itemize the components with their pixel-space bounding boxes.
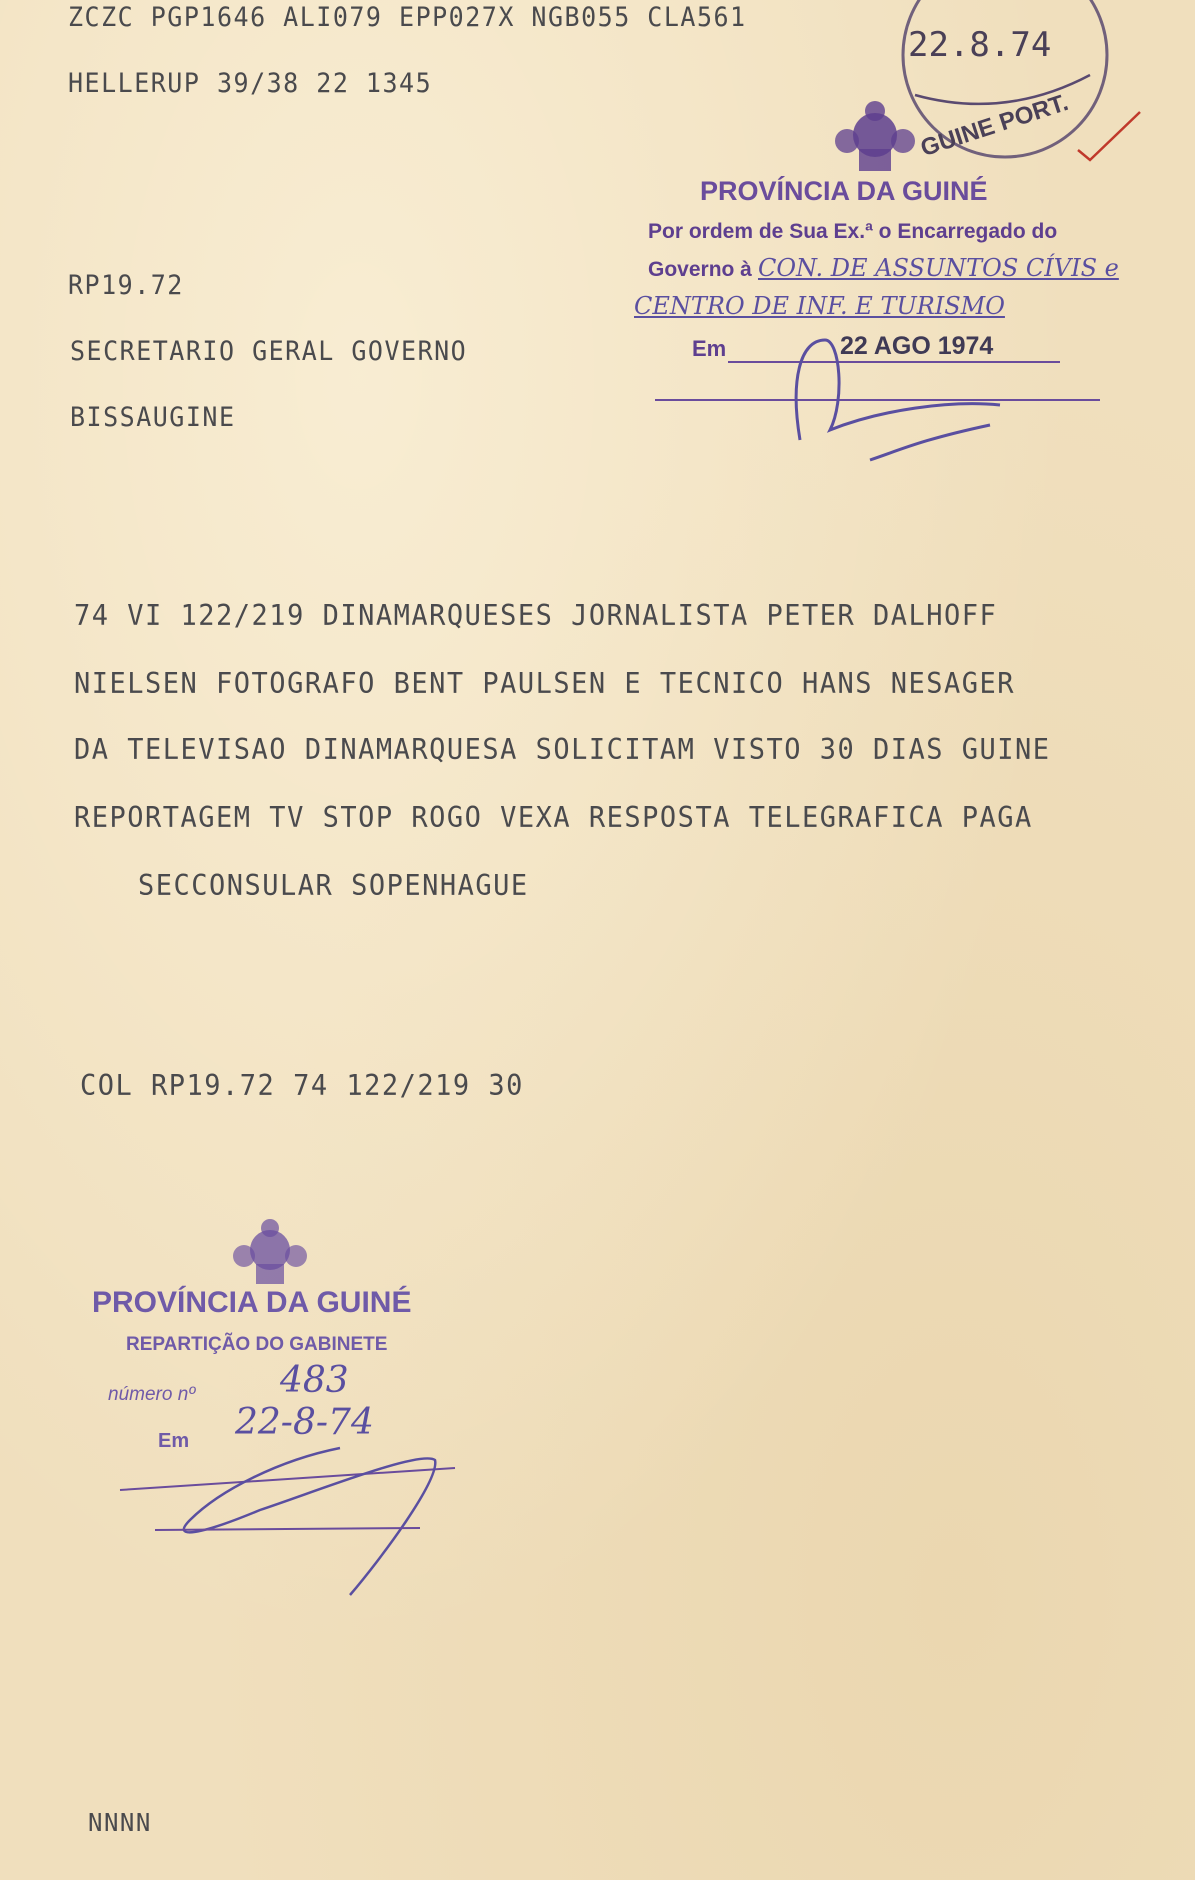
- bottom-stamp-lines: [120, 1468, 455, 1490]
- postmark-date: 22.8.74: [908, 25, 1052, 65]
- stamp-bottom-number: 483: [280, 1360, 349, 1401]
- header-origin-line: HELLERUP 39/38 22 1345: [68, 68, 433, 99]
- stamp-bottom-num-label: número nº: [108, 1384, 196, 1405]
- top-stamp-lines: [655, 362, 1100, 400]
- end-marker: NNNN: [88, 1808, 152, 1838]
- stamp-top-date-label: Em: [692, 336, 727, 361]
- stamp-top-line2-prefix: Governo à: [648, 258, 752, 281]
- stamp-top-line1: Por ordem de Sua Ex.ª o Encarregado do: [648, 220, 1058, 243]
- check-mark: [1078, 112, 1140, 160]
- stamp-bottom-date-label: Em: [158, 1430, 190, 1452]
- coat-of-arms-bottom-icon: [233, 1219, 307, 1284]
- address-recipient: SECRETARIO GERAL GOVERNO: [70, 336, 468, 367]
- header-routing-line: ZCZC PGP1646 ALI079 EPP027X NGB055 CLA561: [68, 2, 747, 33]
- stamp-bottom-title: PROVÍNCIA DA GUINÉ: [92, 1286, 412, 1319]
- address-reference: RP19.72: [68, 270, 184, 301]
- signature-bottom: [184, 1448, 435, 1595]
- stamp-top-handwritten-line3: CENTRO DE INF. E TURISMO: [634, 292, 1005, 320]
- collation-line: COL RP19.72 74 122/219 30: [80, 1070, 524, 1103]
- stamp-bottom-line1: REPARTIÇÃO DO GABINETE: [126, 1334, 388, 1355]
- message-line: NIELSEN FOTOGRAFO BENT PAULSEN E TECNICO HANS NESAGER: [74, 668, 1016, 701]
- stamp-top-handwritten-line2: CON. DE ASSUNTOS CÍVIS e: [758, 254, 1119, 282]
- message-sender: SECCONSULAR SOPENHAGUE: [138, 870, 529, 903]
- stamp-top-date-value: 22 AGO 1974: [840, 332, 994, 360]
- stamp-top-title: PROVÍNCIA DA GUINÉ: [700, 176, 988, 206]
- address-place: BISSAUGINE: [70, 402, 236, 433]
- message-line: 74 VI 122/219 DINAMARQUESES JORNALISTA PETER DALHOFF: [74, 600, 998, 633]
- message-line: DA TELEVISAO DINAMARQUESA SOLICITAM VISTO 30 DIAS GUINE: [74, 734, 1051, 767]
- stamp-bottom-date-value: 22-8-74: [235, 1402, 374, 1443]
- message-line: REPORTAGEM TV STOP ROGO VEXA RESPOSTA TELEGRAFICA PAGA: [74, 802, 1033, 835]
- signature-bottom-underline: [155, 1528, 420, 1530]
- coat-of-arms-icon: [835, 101, 915, 171]
- postmark-place: GUINE PORT.: [917, 88, 1072, 163]
